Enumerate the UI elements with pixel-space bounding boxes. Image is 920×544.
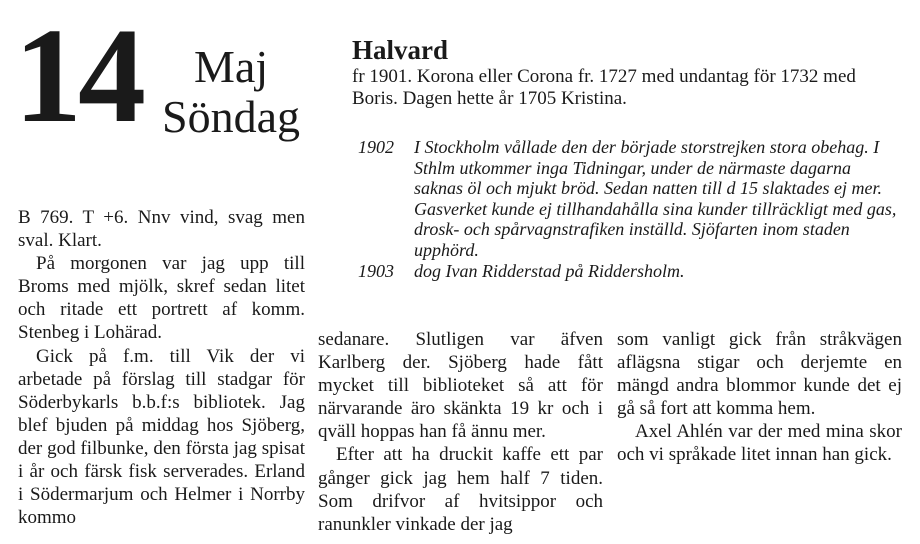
diary-paragraph: På morgonen var jag upp till Broms med mjölk, skref sedan litet och ritade ett portrett af komm. Stenbeg i Lohärad. [18, 253, 305, 344]
event-item [356, 261, 904, 282]
nameday-description: fr 1901. Korona eller Corona fr. 1727 med undantag för 1732 med Boris. Dagen hette år 1705 Kristina. [352, 66, 856, 109]
date-heading [14, 1, 314, 151]
diary-paragraph: Efter att ha druckit kaffe ett par gånger gick jag hem half 7 tiden. Som drifvor af hvitsippor och ranunkler vinkade der jag [318, 444, 603, 535]
diary-paragraph: Axel Ahlén var der med mina skor och vi språkade litet innan han gick. [617, 421, 902, 466]
diary-paragraph: som vanligt gick från stråkvägen aflägsna stigar och derjemte en mängd andra blommor kunde det ej gå så fort att komma hem. [617, 329, 902, 420]
historical-events [356, 137, 904, 283]
event-text: I Stockholm vållade den der började storstrejken stora obehag. I Sthlm utkommer inga Tidningar, under de närmaste dagarna saknas öl och mjukt bröd. Sedan natten till d 15 slaktades ej mer. Gasverket kunde ej tillhandahålla sina kunder tillräckligt med gas, drosk- och spårvagnstrafiken inställd. Sjöfarten inom staden upphörd. [414, 137, 897, 260]
event-year: 1902 [358, 137, 394, 157]
diary-column-3 [617, 328, 902, 467]
month-name: Maj [194, 41, 269, 92]
diary-paragraph: Gick på f.m. till Vik der vi arbetade på förslag till stadgar för Söderbykarls b.b.f:s bibliotek. Jag blef bjuden på middag hos Sjöberg, der god filbunke, den första jag spisat i år och färsk fisk serverades. Erland i Södermarjum och Helmer i Norrby kommo [18, 345, 305, 529]
diary-column-2 [318, 328, 603, 536]
diary-paragraph: sedanare. Slutligen var äfven Karlberg der. Sjöberg hade fått mycket till biblioteket så att för närvarande äro skänkta 19 kr och i qväll hoppas han få ännu mer. [318, 329, 603, 443]
event-year: 1903 [358, 261, 394, 281]
diary-column-1 [18, 206, 305, 529]
day-number: 14 [14, 1, 142, 151]
weekday-name: Söndag [162, 91, 300, 142]
nameday-section [352, 36, 900, 110]
nameday-title: Halvard [352, 35, 449, 65]
event-item [356, 137, 904, 260]
event-text: dog Ivan Ridderstad på Riddersholm. [414, 261, 685, 281]
diary-paragraph: B 769. T +6. Nnv vind, svag men sval. Klart. [18, 207, 305, 252]
